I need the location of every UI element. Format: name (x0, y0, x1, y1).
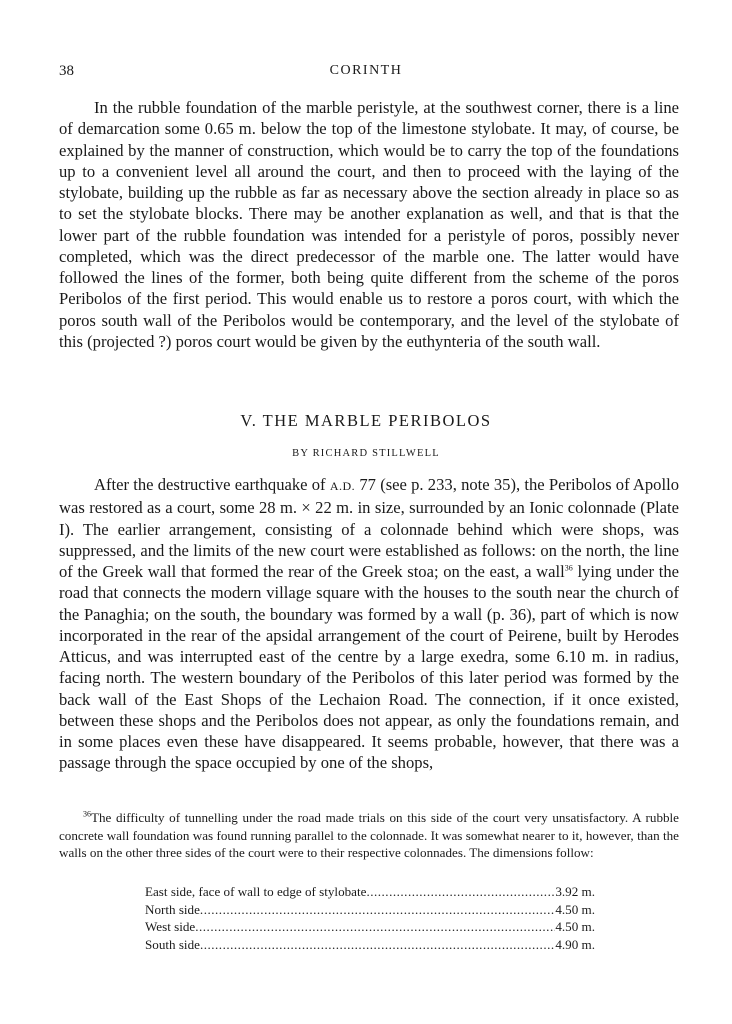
dimension-row (145, 901, 595, 919)
paragraph-2-middle: 77 (see p. 233, note 35), the Peribolos of Apollo was restored as a court, some 28 m. × 22 m. in size, surrounded by an Ionic colonnade (Plate I). The earlier arrangement, consisting of a colonnade behind which were shops, was suppressed, and the limits of the new court were established as follows: on the north, the line of the Greek wall that formed the rear of the Greek stoa; on the east, a wall (59, 475, 679, 581)
dimension-label: West side (145, 919, 196, 934)
footnote-text: The difficulty of tunnelling under the road made trials on this side of the court very unsatisfactory. A rubble concrete wall foundation was found running parallel to the colonnade. It was somewhat nearer to it, however, than the walls on the other three sides of the court were to their respective colonnades. The dimensions follow: (59, 810, 679, 860)
page-header (59, 63, 673, 83)
dimension-row (145, 883, 595, 901)
dimension-row (145, 936, 595, 954)
byline: BY RICHARD STILLWELL (292, 448, 440, 459)
dimension-value: 4.50 m. (555, 901, 595, 917)
paragraph-2 (59, 474, 679, 774)
footnote-marker: 36 (83, 809, 91, 819)
era-abbreviation: A.D. (329, 479, 356, 493)
dimension-value: 4.90 m. (555, 936, 595, 952)
section-title: V. THE MARBLE PERIBOLOS (240, 411, 492, 430)
dot-leader (366, 883, 555, 901)
dimension-label: North side (145, 901, 200, 917)
footnote-text-block (59, 809, 679, 862)
running-title: CORINTH (329, 63, 403, 78)
dot-leader (200, 901, 555, 919)
dot-leader (195, 918, 555, 936)
page-number: 38 (59, 63, 74, 79)
dimension-label: East side, face of wall to edge of stylobate (145, 884, 367, 899)
dot-leader (200, 936, 555, 954)
dimensions-table (145, 883, 595, 953)
paragraph-2-end: lying under the road that connects the modern village square with the houses to the south near the church of the Panaghia; on the south, the boundary was formed by a wall (p. 36), part of which is now incorporated in the rear of the apsidal arrangement of the court of Peirene, built by Herodes Atticus, and was interrupted east of the centre by a large exedra, some 6.10 m. in radius, facing north. The western boundary of the Peribolos of this later period was formed by the back wall of the East Shops of the Lechaion Road. The connection, if it once existed, between these shops and the Peribolos does not appear, as only the foundations remain, and in some places even these have disappeared. It seems probable, however, that there was a passage through the space occupied by one of the shops, (59, 562, 679, 773)
paragraph-2-block (59, 474, 679, 774)
paragraph-1-block (59, 97, 679, 352)
paragraph-1: In the rubble foundation of the marble peristyle, at the southwest corner, there is a line of demarcation some 0.65 m. below the top of the limestone stylobate. It may, of course, be explained by the manner of construction, which would be to carry the top of the foundations up to a convenient level all around the court, and then to proceed with the laying of the stylobate, building up the rubble as far as necessary above the section already in place so as to set the stylobate blocks. There may be another explanation as well, and that is that the lower part of the rubble foundation was intended for a peristyle of poros, possibly never completed, which was the direct predecessor of the marble one. The latter would have followed the lines of the former, both being quite different from the scheme of the poros Peribolos of the first period. This would enable us to restore a poros court, with which the poros south wall of the Peribolos would be contemporary, and the level of the stylobate of this (projected ?) poros court would be given by the euthynteria of the south wall. (59, 98, 679, 351)
footnote (59, 809, 679, 862)
paragraph-2-start: After the destructive earthquake of (94, 475, 330, 494)
dimension-value: 3.92 m. (555, 884, 595, 899)
dimension-row (145, 918, 595, 936)
dimension-label: South side (145, 936, 200, 952)
dimension-value: 4.50 m. (555, 919, 595, 934)
footnote-reference: 36 (564, 563, 573, 573)
